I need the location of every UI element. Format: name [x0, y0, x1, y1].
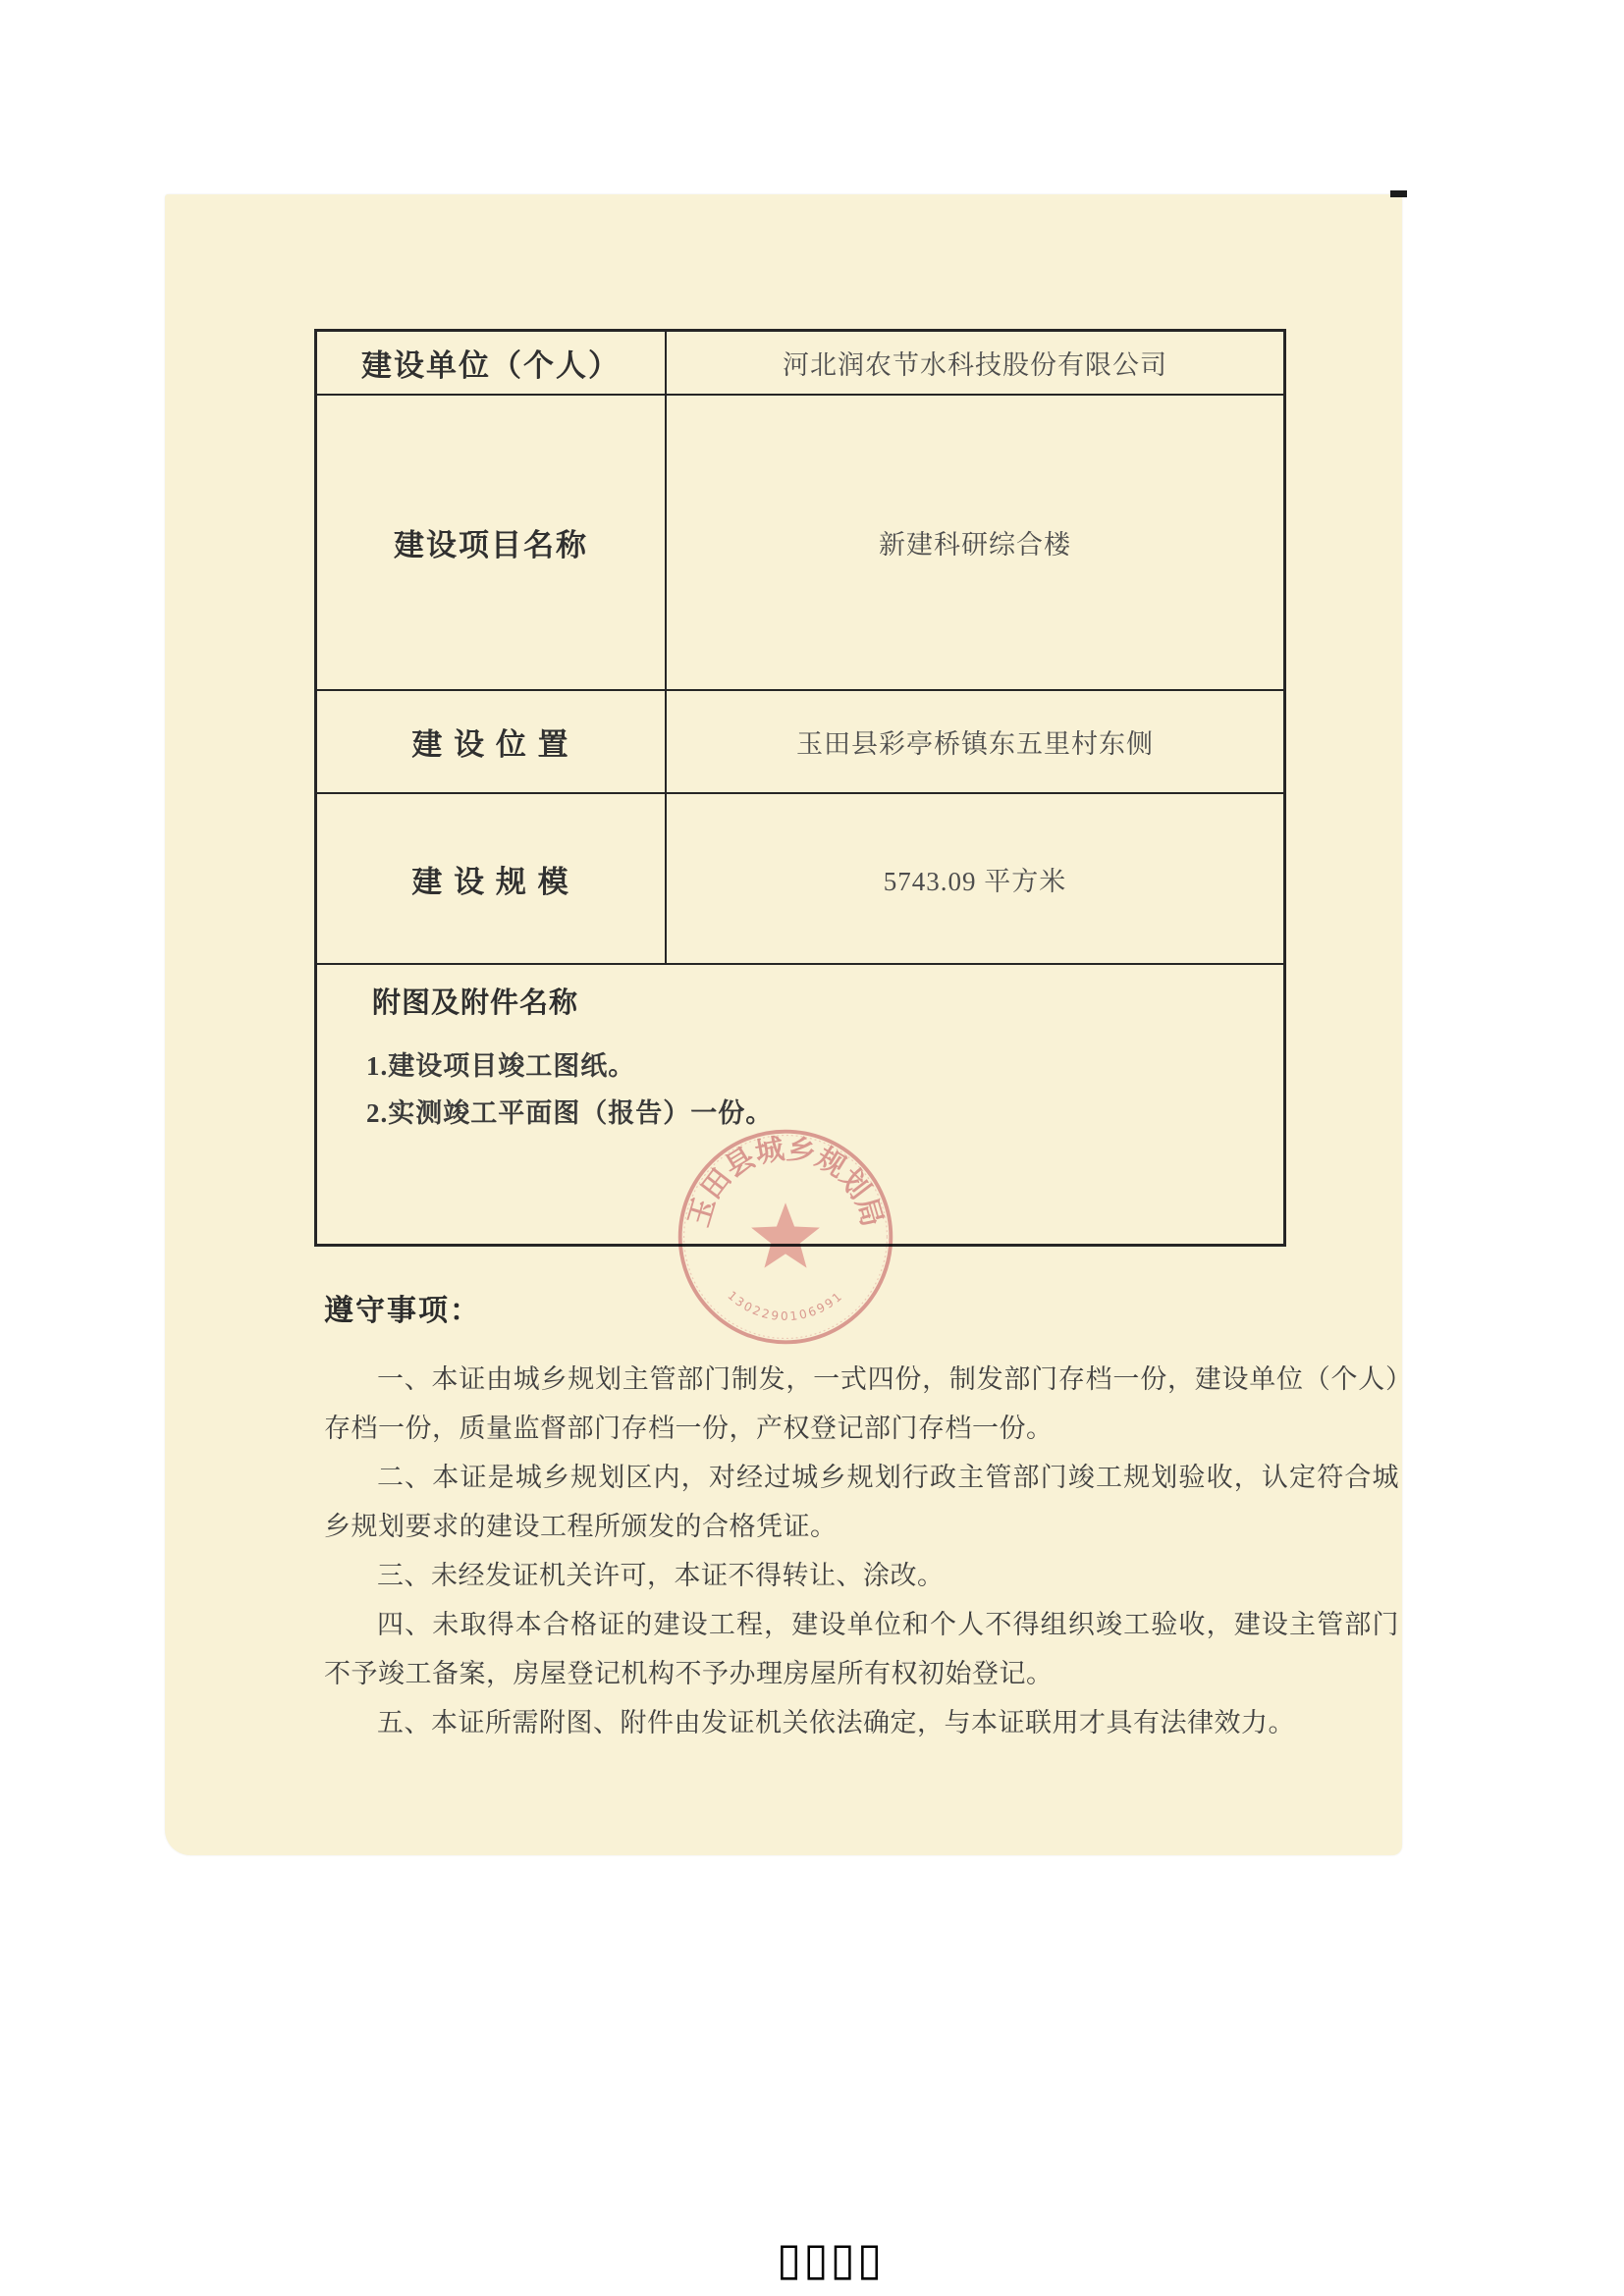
table-row — [317, 332, 1283, 396]
table-row — [317, 396, 1283, 691]
attachments-section — [317, 965, 1283, 1244]
notes-heading: 遵守事项： — [324, 1295, 481, 1327]
row-value-location: 玉田县彩亭桥镇东五里村东侧 — [796, 729, 1154, 759]
note-item-5: 五、本证所需附图、附件由发证机关依法确定，与本证联用才具有法律效力。 — [377, 1708, 1295, 1737]
note-item-3: 三、未经发证机关许可，本证不得转让、涂改。 — [377, 1561, 945, 1590]
attachment-item: 1.建设项目竣工图纸。 — [366, 1051, 636, 1081]
row-label-construction-unit: 建设单位（个人） — [317, 332, 667, 394]
certificate-page — [165, 194, 1402, 1855]
note-item-2: 二、本证是城乡规划区内，对经过城乡规划行政主管部门竣工规划验收，认定符合城乡规划要求的建设工程所颁发的合格凭证。 — [324, 1463, 1399, 1541]
seal-org-text: 玉田县城乡规划局 — [682, 1133, 889, 1231]
row-label-scale: 建 设 规 模 — [317, 794, 667, 963]
table-row — [317, 794, 1283, 965]
seal-number-text: 1302290106991 — [725, 1288, 846, 1324]
row-value-construction-unit: 河北润农节水科技股份有限公司 — [783, 350, 1167, 380]
row-label-project-name: 建设项目名称 — [317, 396, 667, 689]
note-item-4: 四、未取得本合格证的建设工程，建设单位和个人不得组织竣工验收，建设主管部门不予竣工备案，房屋登记机构不予办理房屋所有权初始登记。 — [324, 1610, 1399, 1688]
footer-missing-glyph-boxes: ▯▯▯▯ — [777, 2232, 885, 2285]
project-info-table — [314, 329, 1286, 1247]
table-row — [317, 691, 1283, 794]
attachment-item: 2.实测竣工平面图（报告）一份。 — [366, 1098, 774, 1128]
scan-artifact-mark — [1390, 190, 1407, 197]
compliance-notes-section — [324, 1286, 1399, 1747]
row-label-location: 建 设 位 置 — [317, 691, 667, 792]
attachments-header: 附图及附件名称 — [372, 988, 579, 1019]
row-value-scale: 5743.09 平方米 — [883, 866, 1067, 896]
row-value-project-name: 新建科研综合楼 — [879, 530, 1071, 560]
note-item-1: 一、本证由城乡规划主管部门制发，一式四份，制发部门存档一份，建设单位（个人）存档一份，质量监督部门存档一份，产权登记部门存档一份。 — [324, 1364, 1399, 1443]
